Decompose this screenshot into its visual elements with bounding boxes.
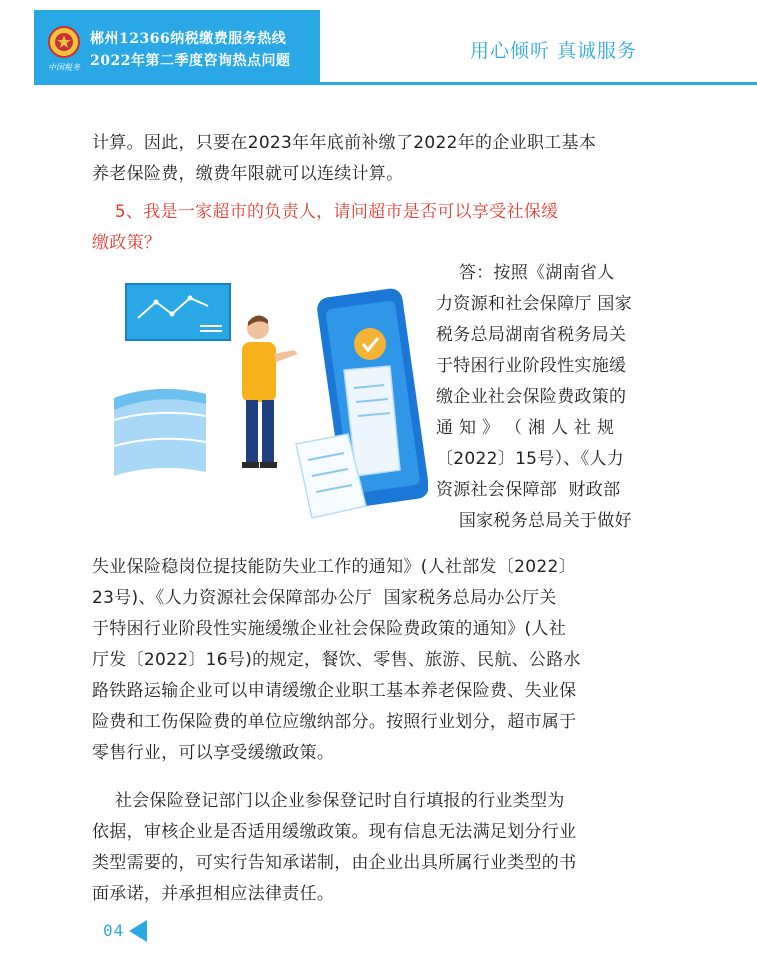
page-arrow-icon [129,920,147,942]
text-line: 养老保险费，缴费年限就可以连续计算。 [92,164,404,184]
database-cylinder-icon [114,389,206,476]
text-line: 缴企业社会保险费政策的 [436,387,627,407]
text-line: 计算。因此，只要在2023年年底前补缴了2022年的企业职工基本 [92,133,597,153]
text-line: 通 知 》 （ 湘 人 社 规 [436,418,615,438]
answer-full-paragraph [92,552,672,769]
text-line: 〔2022〕15号）、《人力 [436,449,625,469]
question-line: 5、我是一家超市的负责人，请问超市是否可以享受社保缓 [92,202,559,222]
header [0,0,757,88]
header-rule [34,82,757,85]
text-line: 于特困行业阶段性实施缓缴企业社会保险费政策的通知》(人社 [92,619,567,639]
text-line: 路铁路运输企业可以申请缓缴企业职工基本养老保险费、失业保 [92,681,577,701]
text-line: 国家税务总局关于做好 [436,511,632,531]
text-line: 资源社会保障部 财政部 [436,480,621,500]
text-line: 于特困行业阶段性实施缓 [436,356,627,376]
header-slogan: 用心倾听 真诚服务 [470,40,638,62]
text-line: 险费和工伤保险费的单位应缴纳部分。按照行业划分，超市属于 [92,712,577,732]
text-line: 面承诺，并承担相应法律责任。 [92,884,335,904]
text-line: 厅发〔2022〕16号)的规定，餐饮、零售、旅游、民航、公路水 [92,650,581,670]
emblem-caption: 中国税务 [48,63,80,72]
question-line: 缴政策？ [92,233,162,253]
person-icon [242,315,298,468]
text-line: 税务总局湖南省税务局关 [436,325,627,345]
illustration [108,270,428,540]
header-title-block [34,10,320,82]
text-line: 类型需要的，可实行告知承诺制，由企业出具所属行业类型的书 [92,853,577,873]
final-paragraph [92,786,672,910]
text-line: 答：按照《湖南省人 [436,263,615,283]
intro-paragraph [92,128,672,190]
text-line: 依据，审核企业是否适用缓缴政策。现有信息无法满足划分行业 [92,822,577,842]
page-number: 04 [103,921,125,940]
header-title-line1: 郴州12366纳税缴费服务热线 [90,31,287,47]
tax-emblem-icon [48,26,80,58]
text-line: 社会保险登记部门以企业参保登记时自行填报的行业类型为 [92,791,565,811]
text-line: 零售行业，可以享受缓缴政策。 [92,743,335,763]
chart-panel-icon [126,284,230,340]
question-heading [92,197,672,259]
text-line: 失业保险稳岗位提技能防失业工作的通知》(人社部发〔2022〕 [92,557,576,577]
answer-side-paragraph [436,258,674,537]
text-line: 力资源和社会保障厅 国家 [436,294,633,314]
header-title-line2: 2022年第二季度咨询热点问题 [90,53,291,69]
text-line: 23号)、《人力资源社会保障部办公厅 国家税务总局办公厅关 [92,588,557,608]
